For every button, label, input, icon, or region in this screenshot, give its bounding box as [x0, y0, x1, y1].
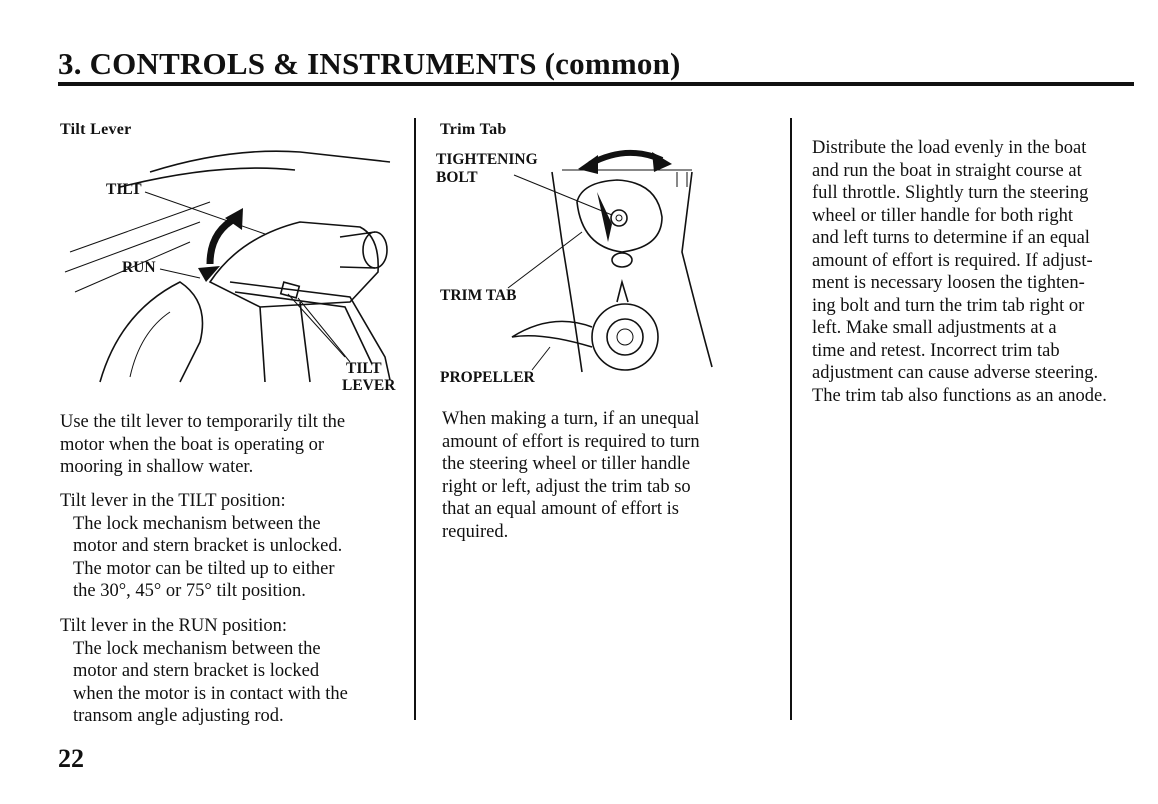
- procedure-line: The trim tab also functions as an anode.: [812, 385, 1107, 406]
- tilt-lever-illustration: [60, 142, 405, 387]
- tilt-position-block: [60, 490, 342, 603]
- tilt-lever-heading: Tilt Lever: [60, 121, 132, 138]
- label-tilt-lever-2: LEVER: [342, 377, 396, 394]
- trim-tab-line: that an equal amount of effort is: [442, 499, 680, 519]
- procedure-line: and run the boat in straight course at: [812, 160, 1082, 181]
- title-underline: [58, 82, 1134, 86]
- intro-line: Use the tilt lever to temporarily tilt the: [60, 412, 346, 432]
- tilt-position-line: The motor can be tilted up to either: [73, 558, 335, 579]
- run-position-heading: Tilt lever in the RUN position:: [60, 616, 287, 636]
- label-tightening: TIGHTENING: [436, 151, 538, 168]
- procedure-line: adjustment can cause adverse steering.: [812, 363, 1099, 383]
- label-tilt-lever-1: TILT: [346, 360, 382, 377]
- procedure-line: ment is necessary loosen the tighten-: [812, 273, 1085, 293]
- tilt-position-line: The lock mechanism between the: [73, 513, 321, 534]
- column-divider-left: [414, 118, 416, 720]
- procedure-line: amount of effort is required. If adjust-: [812, 250, 1093, 271]
- run-position-block: [60, 615, 348, 728]
- procedure-line: ing bolt and turn the trim tab right or: [812, 295, 1085, 316]
- trim-tab-line: amount of effort is required to turn: [442, 431, 700, 452]
- tilt-position-line: motor and stern bracket is unlocked.: [73, 536, 343, 556]
- procedure-line: left. Make small adjustments at a: [812, 318, 1057, 338]
- trim-tab-body: [442, 408, 700, 543]
- run-position-line: transom angle adjusting rod.: [73, 706, 284, 726]
- label-trim-tab: TRIM TAB: [440, 287, 517, 304]
- procedure-line: time and retest. Incorrect trim tab: [812, 340, 1060, 361]
- label-tilt: TILT: [106, 181, 142, 198]
- tilt-position-line: the 30°, 45° or 75° tilt position.: [73, 581, 306, 601]
- trim-tab-heading: Trim Tab: [440, 121, 507, 138]
- intro-line: mooring in shallow water.: [60, 457, 254, 477]
- page-number: 22: [58, 744, 84, 773]
- intro-line: motor when the boat is operating or: [60, 434, 325, 455]
- trim-procedure-body: [812, 137, 1107, 407]
- trim-tab-line: When making a turn, if an unequal: [442, 409, 700, 429]
- page-title: 3. CONTROLS & INSTRUMENTS (common): [58, 46, 681, 81]
- procedure-line: wheel or tiller handle for both right: [812, 205, 1073, 226]
- run-position-line: motor and stern bracket is locked: [73, 661, 320, 681]
- tilt-lever-intro: [60, 411, 345, 479]
- trim-tab-line: right or left, adjust the trim tab so: [442, 476, 691, 497]
- trim-tab-line: required.: [442, 521, 509, 542]
- tilt-position-heading: Tilt lever in the TILT position:: [60, 491, 286, 511]
- procedure-line: and left turns to determine if an equal: [812, 228, 1090, 248]
- procedure-line: Distribute the load evenly in the boat: [812, 138, 1087, 158]
- label-propeller: PROPELLER: [440, 369, 535, 386]
- procedure-line: full throttle. Slightly turn the steering: [812, 183, 1089, 203]
- label-bolt: BOLT: [436, 169, 478, 186]
- trim-tab-line: the steering wheel or tiller handle: [442, 454, 691, 474]
- run-position-line: when the motor is in contact with the: [73, 683, 348, 704]
- column-divider-right: [790, 118, 792, 720]
- label-run: RUN: [122, 259, 156, 276]
- run-position-line: The lock mechanism between the: [73, 638, 321, 659]
